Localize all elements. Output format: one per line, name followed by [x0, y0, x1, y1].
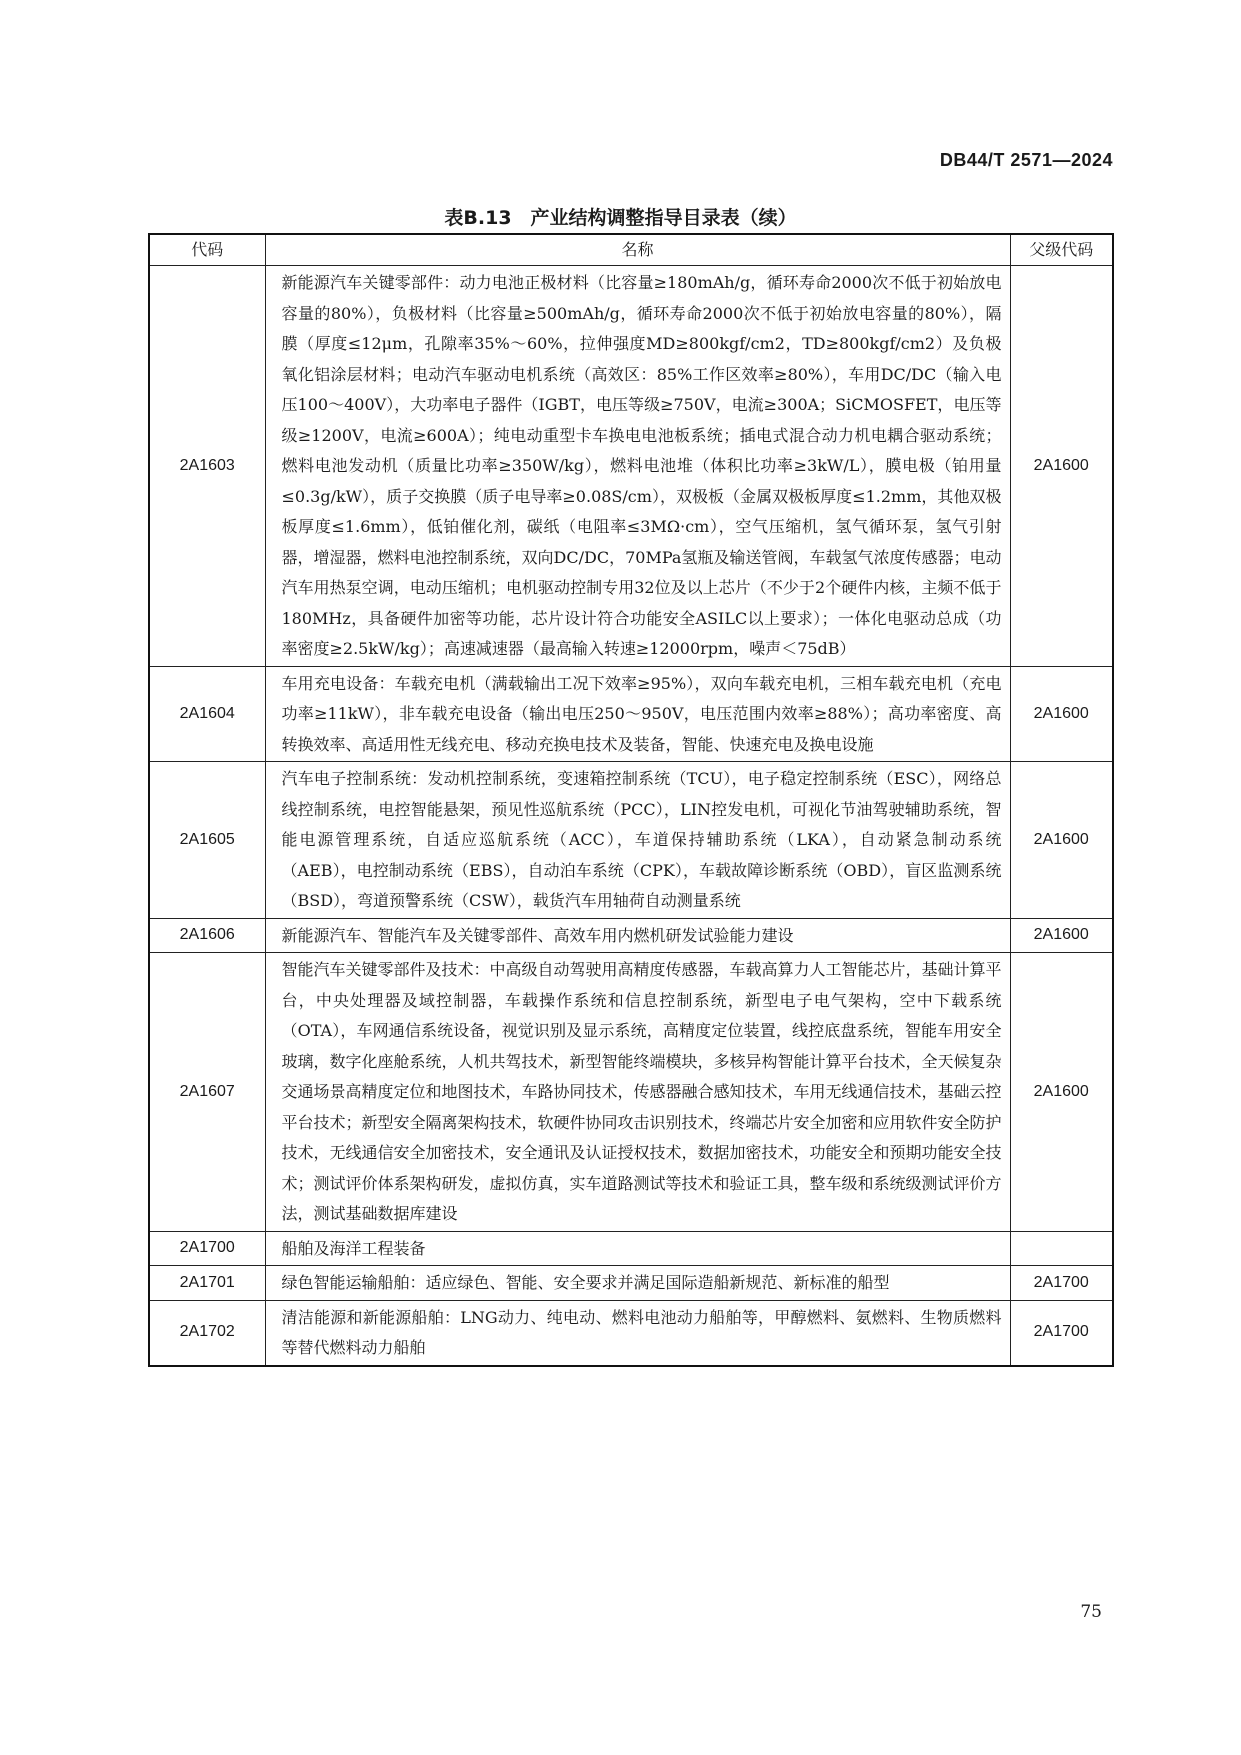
row-parent-code: 2A1600 — [1010, 918, 1113, 953]
row-code: 2A1702 — [149, 1300, 265, 1366]
column-header-code: 代码 — [149, 234, 265, 266]
row-code: 2A1604 — [149, 666, 265, 762]
table-row — [149, 1266, 1113, 1301]
row-parent-code: 2A1600 — [1010, 953, 1113, 1232]
row-parent-code: 2A1700 — [1010, 1300, 1113, 1366]
table-row — [149, 266, 1113, 667]
document-code: DB44/T 2571—2024 — [939, 150, 1113, 170]
table-title: 表B.13 产业结构调整指导目录表（续） — [444, 207, 797, 229]
row-name: 汽车电子控制系统：发动机控制系统，变速箱控制系统（TCU），电子稳定控制系统（ESC），网络总线控制系统，电控智能悬架，预见性巡航系统（PCC），LIN控发电机，可视化节油驾驶辅助系统，智能电源管理系统，自适应巡航系统（ACC），车道保持辅助系统（LKA），自动紧急制动系统（AEB），电控制动系统（EBS），自动泊车系统（CPK），车载故障诊断系统（OBD），盲区监测系统（BSD），弯道预警系统（CSW），载货汽车用轴荷自动测量系统 — [265, 762, 1010, 919]
column-header-parent-code: 父级代码 — [1010, 234, 1113, 266]
row-code: 2A1700 — [149, 1231, 265, 1266]
row-name: 智能汽车关键零部件及技术：中高级自动驾驶用高精度传感器，车载高算力人工智能芯片，基础计算平台，中央处理器及域控制器，车载操作系统和信息控制系统，新型电子电气架构，空中下载系统（OTA），车网通信系统设备，视觉识别及显示系统，高精度定位装置，线控底盘系统，智能车用安全玻璃，数字化座舱系统，人机共驾技术，新型智能终端模块，多核异构智能计算平台技术，全天候复杂交通场景高精度定位和地图技术，车路协同技术，传感器融合感知技术，车用无线通信技术，基础云控平台技术；新型安全隔离架构技术，软硬件协同攻击识别技术，终端芯片安全加密和应用软件安全防护技术，无线通信安全加密技术，安全通讯及认证授权技术，数据加密技术，功能安全和预期功能安全技术；测试评价体系架构研发，虚拟仿真，实车道路测试等技术和验证工具，整车级和系统级测试评价方法，测试基础数据库建设 — [265, 953, 1010, 1232]
row-name: 清洁能源和新能源船舶：LNG动力、纯电动、燃料电池动力船舶等，甲醇燃料、氨燃料、生物质燃料等替代燃料动力船舶 — [265, 1300, 1010, 1366]
row-code: 2A1607 — [149, 953, 265, 1232]
table-row — [149, 666, 1113, 762]
table-row — [149, 1231, 1113, 1266]
table-header-row — [149, 234, 1113, 266]
row-name: 新能源汽车关键零部件：动力电池正极材料（比容量≥180mAh/g，循环寿命2000次不低于初始放电容量的80%），负极材料（比容量≥500mAh/g，循环寿命2000次不低于初始放电容量的80%），隔膜（厚度≤12μm，孔隙率35%～60%，拉伸强度MD≥800kgf/cm2，TD≥800kgf/cm2）及负极氧化铝涂层材料；电动汽车驱动电机系统（高效区：85%工作区效率≥80%），车用DC/DC（输入电压100～400V），大功率电子器件（IGBT，电压等级≥750V，电流≥300A；SiCMOSFET，电压等级≥1200V，电流≥600A）；纯电动重型卡车换电电池板系统；插电式混合动力机电耦合驱动系统；燃料电池发动机（质量比功率≥350W/kg），燃料电池堆（体积比功率≥3kW/L），膜电极（铂用量≤0.3g/kW），质子交换膜（质子电导率≥0.08S/cm），双极板（金属双极板厚度≤1.2mm，其他双极板厚度≤1.6mm），低铂催化剂，碳纸（电阻率≤3MΩ·cm），空气压缩机，氢气循环泵，氢气引射器，增湿器，燃料电池控制系统，双向DC/DC，70MPa氢瓶及输送管阀，车载氢气浓度传感器；电动汽车用热泵空调，电动压缩机；电机驱动控制专用32位及以上芯片（不少于2个硬件内核，主频不低于180MHz，具备硬件加密等功能，芯片设计符合功能安全ASILC以上要求）；一体化电驱动总成（功率密度≥2.5kW/kg）；高速减速器（最高输入转速≥12000rpm，噪声＜75dB） — [265, 266, 1010, 667]
row-code: 2A1603 — [149, 266, 265, 667]
row-code: 2A1605 — [149, 762, 265, 919]
row-parent-code: 2A1600 — [1010, 666, 1113, 762]
row-name: 车用充电设备：车载充电机（满载输出工况下效率≥95%），双向车载充电机，三相车载充电机（充电功率≥11kW），非车载充电设备（输出电压250～950V，电压范围内效率≥88%）；高功率密度、高转换效率、高适用性无线充电、移动充换电技术及装备，智能、快速充电及换电设施 — [265, 666, 1010, 762]
row-name: 船舶及海洋工程装备 — [265, 1231, 1010, 1266]
table-row — [149, 953, 1113, 1232]
row-code: 2A1606 — [149, 918, 265, 953]
page-number: 75 — [1080, 1602, 1102, 1622]
column-header-name: 名称 — [265, 234, 1010, 266]
row-parent-code: 2A1700 — [1010, 1266, 1113, 1301]
table-row — [149, 762, 1113, 919]
table-row — [149, 1300, 1113, 1366]
catalog-table-container — [148, 233, 1112, 1367]
row-name: 新能源汽车、智能汽车及关键零部件、高效车用内燃机研发试验能力建设 — [265, 918, 1010, 953]
table-row — [149, 918, 1113, 953]
row-parent-code: 2A1600 — [1010, 266, 1113, 667]
row-parent-code — [1010, 1231, 1113, 1266]
row-parent-code: 2A1600 — [1010, 762, 1113, 919]
row-name: 绿色智能运输船舶：适应绿色、智能、安全要求并满足国际造船新规范、新标准的船型 — [265, 1266, 1010, 1301]
row-code: 2A1701 — [149, 1266, 265, 1301]
catalog-table — [148, 233, 1114, 1367]
